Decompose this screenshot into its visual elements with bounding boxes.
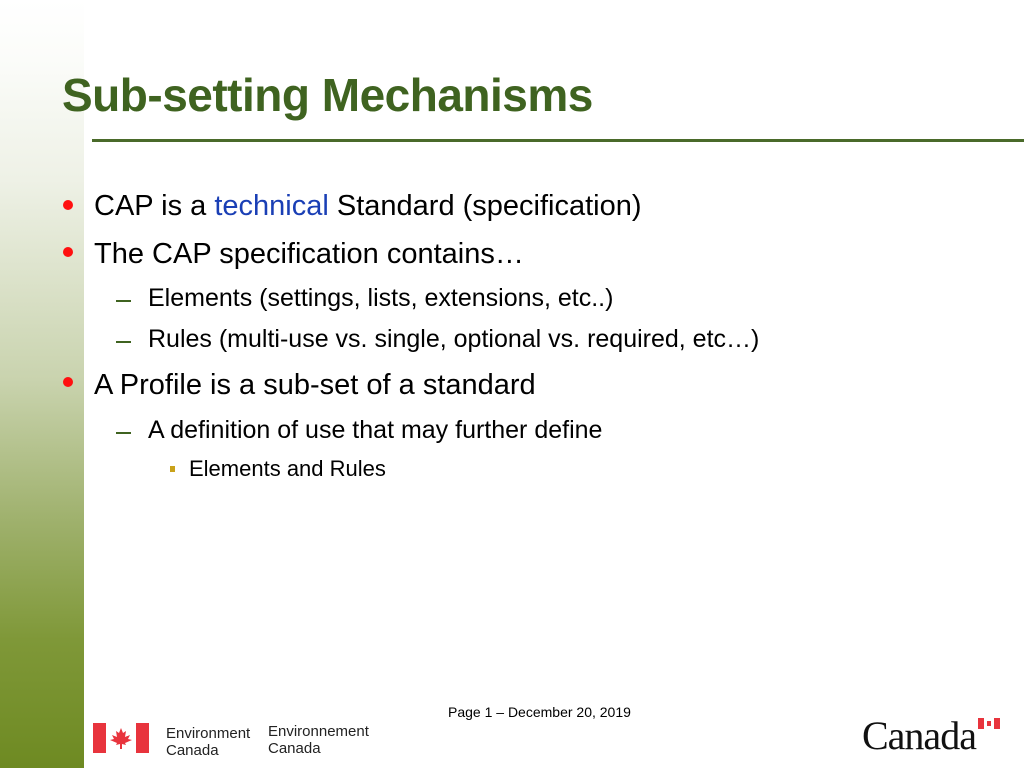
dash-bullet-icon [116, 432, 131, 434]
page-footer-label: Page 1 – December 20, 2019 [448, 704, 631, 720]
dash-bullet-icon [116, 341, 131, 343]
bullet-icon [63, 247, 73, 257]
dept-fr-line2: Canada [268, 740, 321, 757]
wordmark-flag-icon [978, 718, 1000, 729]
canada-wordmark: Canada [862, 713, 976, 758]
dash-bullet-icon [116, 300, 131, 302]
dept-en-line1: Environment [166, 725, 251, 742]
bullet-item: A Profile is a sub-set of a standard [94, 369, 536, 401]
bullet-item: The CAP specification contains… [94, 238, 524, 270]
sub-bullet-item: A definition of use that may further define [148, 416, 603, 444]
sub-bullet-item: Elements (settings, lists, extensions, etc..) [148, 284, 614, 312]
square-bullet-icon [170, 466, 175, 472]
dept-en-line2: Canada [166, 742, 219, 759]
slide-title: Sub-setting Mechanisms [62, 69, 593, 121]
bullet-item [94, 190, 642, 223]
dept-name-english [166, 725, 250, 759]
highlight-text: technical [214, 190, 329, 222]
dept-fr-line1: Environnement [268, 723, 369, 740]
bullet-text: CAP is a [94, 190, 215, 222]
sub-bullet-item: Rules (multi-use vs. single, optional vs. required, etc…) [148, 325, 760, 353]
bullet-icon [63, 377, 73, 387]
bullet-text: Standard (specification) [328, 190, 642, 222]
canada-flag-icon [93, 723, 149, 753]
dept-name-french [268, 723, 369, 757]
sub-sub-bullet-item: Elements and Rules [189, 456, 386, 481]
bullet-icon [63, 200, 73, 210]
